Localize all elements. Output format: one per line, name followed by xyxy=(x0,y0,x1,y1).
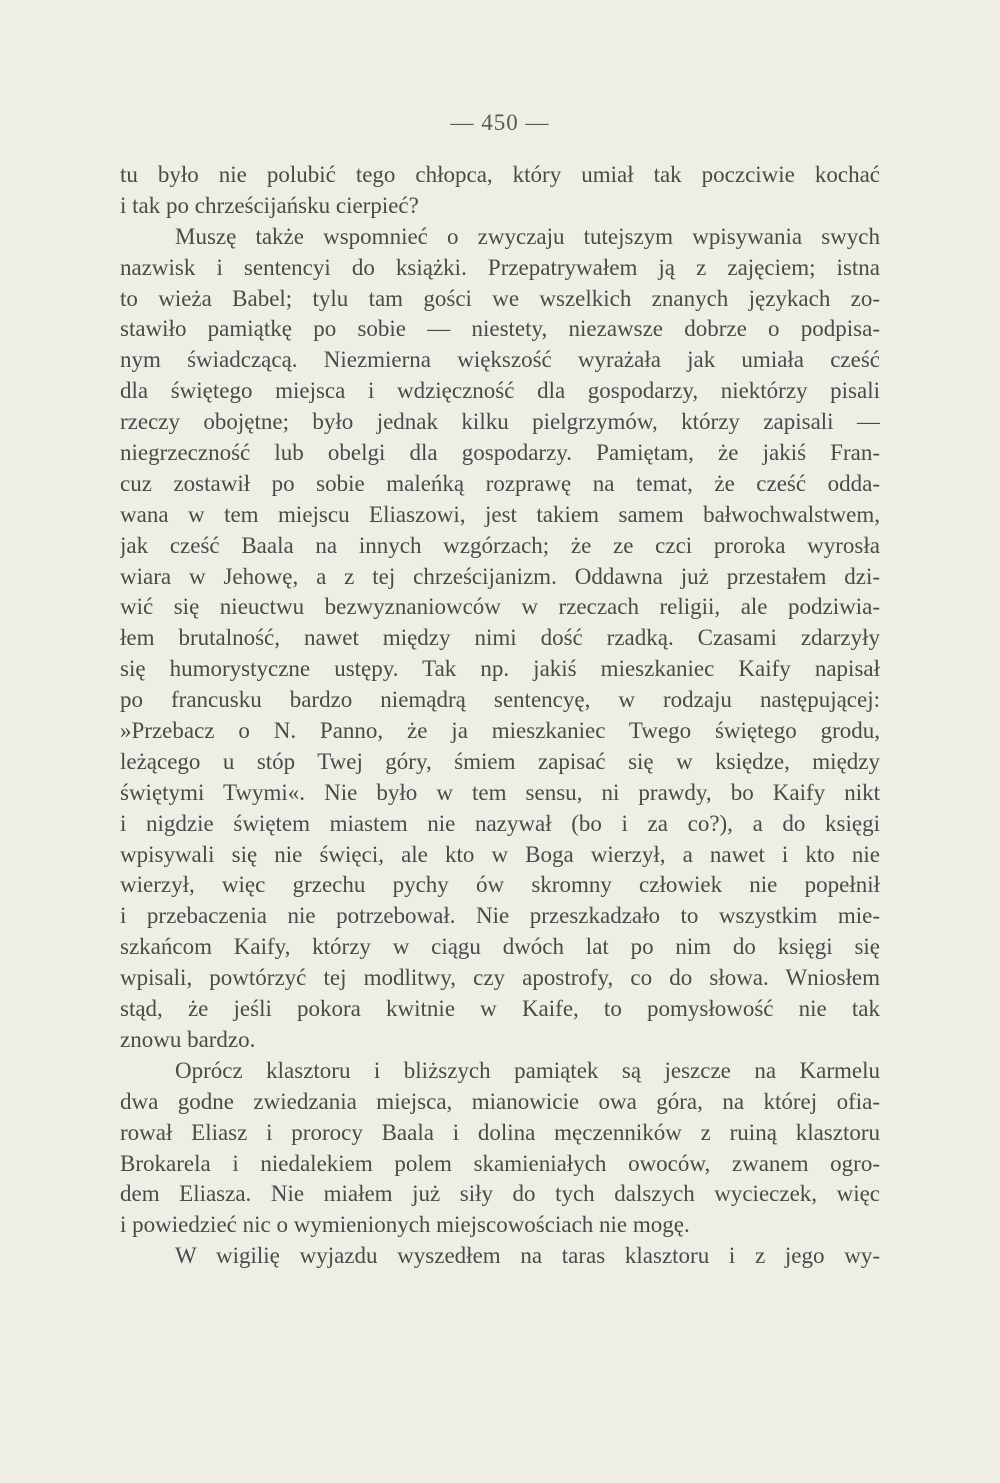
text-line: tu było nie polubić tego chłopca, który umiał tak poczciwie kochać xyxy=(120,162,880,187)
text-line: szkańcom Kaify, którzy w ciągu dwóch lat po nim do księgi się xyxy=(120,934,880,960)
paragraph xyxy=(120,222,880,1056)
text-line: W wigilię wyjazdu wyszedłem na taras klasztoru i z jego wy- xyxy=(175,1243,880,1269)
text-line: Oprócz klasztoru i bliższych pamiątek są jeszcze na Karmelu xyxy=(175,1057,880,1083)
text-line: świętymi Twymi«. Nie było w tem sensu, ni prawdy, bo Kaify nikt xyxy=(120,779,880,805)
body-text xyxy=(120,160,880,1272)
text-line: cuz zostawił po sobie maleńką rozprawę na temat, że cześć odda- xyxy=(120,470,880,496)
text-line: się humorystyczne ustępy. Tak np. jakiś mieszkaniec Kaify napisał xyxy=(120,656,880,682)
text-line: wiara w Jehowę, a z tej chrześcijanizm. Oddawna już przestałem dzi- xyxy=(120,563,880,589)
text-line: nazwisk i sentencyi do książki. Przepatrywałem ją z zajęciem; istna xyxy=(120,254,880,280)
text-line: i przebaczenia nie potrzebował. Nie przeszkadzało to wszystkim mie- xyxy=(120,903,880,929)
text-line: stąd, że jeśli pokora kwitnie w Kaife, to pomysłowość nie tak xyxy=(120,996,880,1022)
text-line: i nigdzie świętem miastem nie nazywał (bo i za co?), a do księgi xyxy=(120,810,880,836)
text-line: i powiedzieć nic o wymienionych miejscowościach nie mogę. xyxy=(120,1212,690,1238)
text-line: wierzył, więc grzechu pychy ów skromny człowiek nie popełnił xyxy=(120,872,880,898)
text-line: łem brutalność, nawet między nimi dość rzadką. Czasami zdarzyły xyxy=(120,625,880,651)
text-line: Muszę także wspomnieć o zwyczaju tutejszym wpisywania swych xyxy=(175,223,880,249)
text-line: wpisali, powtórzyć tej modlitwy, czy apostrofy, co do słowa. Wniosłem xyxy=(120,965,880,991)
text-line: i tak po chrześcijańsku cierpieć? xyxy=(120,192,419,218)
text-line: wić się nieuctwu bezwyznaniowców w rzeczach religii, ale podziwia- xyxy=(120,594,880,620)
text-line: dem Eliasza. Nie miałem już siły do tych dalszych wycieczek, więc xyxy=(120,1181,880,1207)
text-line: niegrzeczność lub obelgi dla gospodarzy. Pamiętam, że jakiś Fran- xyxy=(120,440,880,466)
text-line: rował Eliasz i prorocy Baala i dolina męczenników z ruiną klasztoru xyxy=(120,1119,880,1145)
text-line: Brokarela i niedalekiem polem skamieniałych owoców, zwanem ogro- xyxy=(120,1150,880,1176)
text-line: znowu bardzo. xyxy=(120,1026,256,1052)
text-line: nym świadczącą. Niezmierna większość wyrażała jak umiała cześć xyxy=(120,347,880,373)
text-line: rzeczy obojętne; było jednak kilku pielgrzymów, którzy zapisali — xyxy=(120,409,880,435)
text-line: to wieża Babel; tylu tam gości we wszelkich znanych językach zo- xyxy=(120,285,880,311)
paragraph xyxy=(120,160,880,222)
text-line: po francusku bardzo niemądrą sentencyę, w rodzaju następującej: xyxy=(120,687,880,713)
paragraph xyxy=(120,1056,880,1241)
text-line: dla świętego miejsca i wdzięczność dla gospodarzy, niektórzy pisali xyxy=(120,378,880,404)
page-number: — 450 — xyxy=(450,110,550,135)
paragraph xyxy=(120,1241,880,1272)
text-line: dwa godne zwiedzania miejsca, mianowicie owa góra, na której ofia- xyxy=(120,1088,880,1114)
text-line: leżącego u stóp Twej góry, śmiem zapisać się w księdze, między xyxy=(120,748,880,774)
text-line: wpisywali się nie święci, ale kto w Boga wierzył, a nawet i kto nie xyxy=(120,841,880,867)
text-line: stawiło pamiątkę po sobie — niestety, niezawsze dobrze o podpisa- xyxy=(120,316,880,342)
text-line: jak cześć Baala na innych wzgórzach; że ze czci proroka wyrosła xyxy=(120,532,880,558)
text-line: »Przebacz o N. Panno, że ja mieszkaniec Twego świętego grodu, xyxy=(120,718,880,744)
text-line: wana w tem miejscu Eliaszowi, jest takiem samem bałwochwalstwem, xyxy=(120,501,880,527)
